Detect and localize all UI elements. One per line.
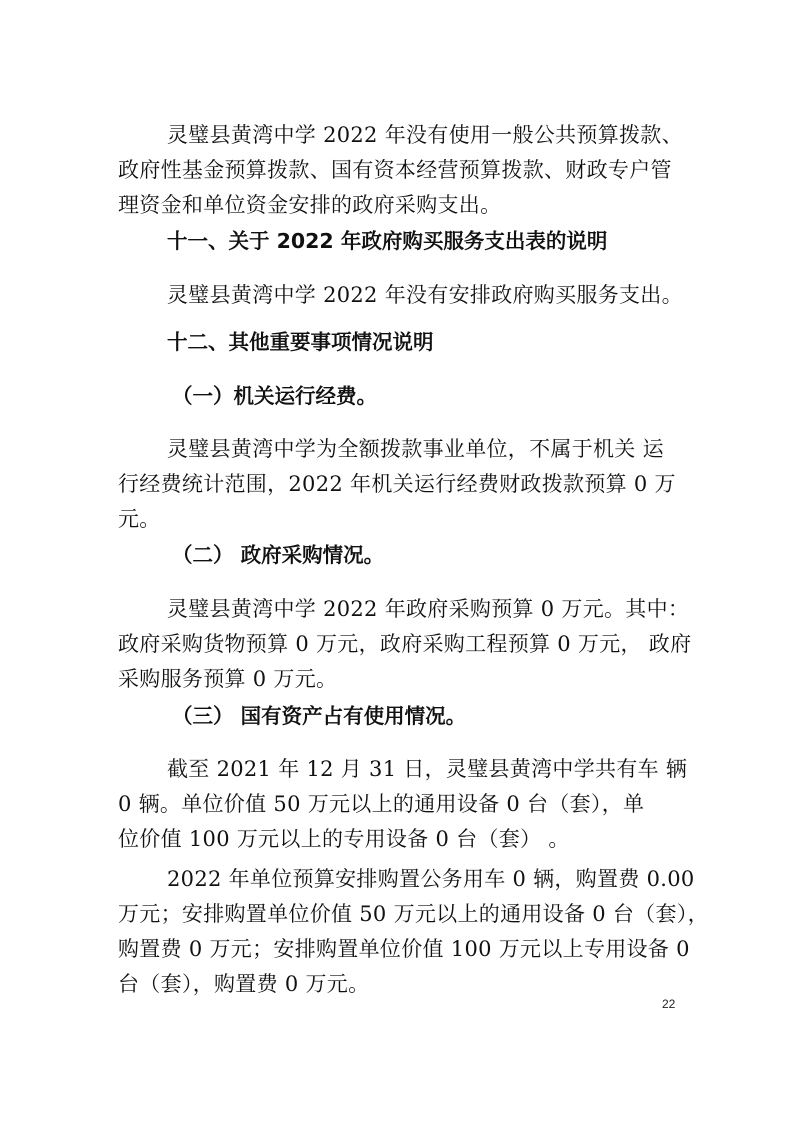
page-number: 22 [662, 997, 676, 1011]
paragraph-line: 0 辆。单位价值 50 万元以上的通用设备 0 台（套），单 [118, 792, 645, 816]
paragraph-line: 灵璧县黄湾中学为全额拨款事业单位，不属于机关 运 [167, 437, 664, 461]
section-heading-12: 十二、其他重要事项情况说明 [167, 330, 434, 354]
paragraph-line: 购置费 0 万元；安排购置单位价值 100 万元以上专用设备 0 [118, 937, 690, 961]
subsection-heading-2: （二） 政府采购情况。 [172, 543, 385, 567]
paragraph-line: 政府采购货物预算 0 万元，政府采购工程预算 0 万元， 政府 [118, 632, 692, 656]
paragraph-line: 采购服务预算 0 万元。 [118, 667, 338, 691]
subsection-heading-3: （三） 国有资产占有使用情况。 [172, 704, 467, 728]
paragraph-line: 万元；安排购置单位价值 50 万元以上的通用设备 0 台（套）， [118, 902, 709, 926]
paragraph-line: 2022 年单位预算安排购置公务用车 0 辆，购置费 0.00 [167, 867, 695, 891]
paragraph-line: 理资金和单位资金安排的政府采购支出。 [118, 193, 502, 217]
section-heading-11: 十一、关于 2022 年政府购买服务支出表的说明 [167, 229, 608, 253]
paragraph-line: 政府性基金预算拨款、国有资本经营预算拨款、财政专户管 [118, 158, 672, 182]
paragraph-line: 灵璧县黄湾中学 2022 年没有安排政府购买服务支出。 [167, 283, 683, 307]
subsection-heading-1: （一）机关运行经费。 [172, 384, 377, 408]
paragraph-line: 台（套），购置费 0 万元。 [118, 972, 370, 996]
paragraph-line: 行经费统计范围，2022 年机关运行经费财政拨款预算 0 万 [118, 472, 676, 496]
paragraph-line: 位价值 100 万元以上的专用设备 0 台（套） 。 [118, 827, 570, 851]
paragraph-line: 灵璧县黄湾中学 2022 年没有使用一般公共预算拨款、 [167, 123, 683, 147]
paragraph-line: 灵璧县黄湾中学 2022 年政府采购预算 0 万元。其中： [167, 597, 690, 621]
paragraph-line: 截至 2021 年 12 月 31 日，灵璧县黄湾中学共有车 辆 [167, 757, 688, 781]
paragraph-line: 元。 [118, 507, 161, 531]
